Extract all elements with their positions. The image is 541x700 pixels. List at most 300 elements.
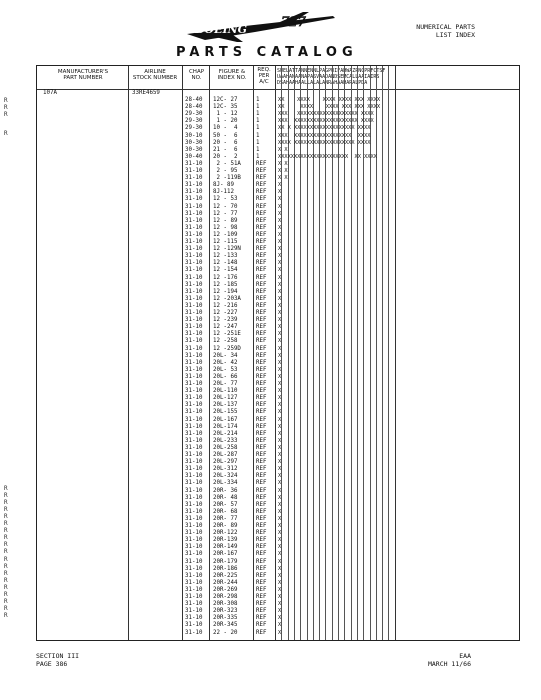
cell-x: X <box>278 459 282 466</box>
cell-x: X <box>278 480 282 487</box>
airline-col-divider <box>357 66 358 640</box>
cell-chap: 31-10 <box>185 416 203 423</box>
airline-col-divider <box>382 66 383 640</box>
cell-x: X <box>278 317 282 324</box>
cell-req: REF <box>256 381 267 387</box>
cell-chap: 31-10 <box>185 586 203 593</box>
cell-req: REF <box>256 629 267 636</box>
cell-req: REF <box>256 267 267 274</box>
cell-req: REF <box>256 608 267 615</box>
cell-fig: 20L-110 <box>213 388 238 395</box>
col-header-req: REQ. PER A/C <box>257 67 271 85</box>
cell-x: X <box>278 239 282 245</box>
cell-x: X <box>278 288 282 295</box>
airline-col-divider <box>319 66 320 640</box>
revision-mark: R <box>4 570 8 577</box>
cell-x: X <box>278 196 282 203</box>
cell-fig: 12 -194 <box>213 288 238 295</box>
revision-date: MARCH 11/66 <box>427 660 471 668</box>
cell-chap: 31-10 <box>185 253 203 260</box>
cell-fig: 20R-122 <box>213 530 238 537</box>
airline-col-divider <box>344 66 345 640</box>
col-divider <box>395 66 396 640</box>
cell-chap: 31-10 <box>185 579 203 586</box>
revision-mark: R <box>4 104 8 111</box>
cell-chap: 31-10 <box>185 288 203 295</box>
cell-fig: 8J-112 <box>213 189 234 196</box>
col-header-chap: CHAP NO. <box>188 69 205 81</box>
cell-chap: 31-10 <box>185 437 203 444</box>
cell-x: X <box>278 452 282 458</box>
cell-chap: 31-10 <box>185 537 203 544</box>
cell-chap: 31-10 <box>185 466 203 473</box>
cell-req: REF <box>256 551 267 558</box>
cell-chap: 31-10 <box>185 366 203 373</box>
cell-req: REF <box>256 317 267 324</box>
cell-fig: 20R- 68 <box>213 508 238 515</box>
cell-x: X <box>278 501 282 508</box>
cell-chap: 31-10 <box>185 430 203 437</box>
cell-fig: 12 -185 <box>213 281 238 288</box>
cell-req: REF <box>256 352 267 359</box>
cell-chap: 31-10 <box>185 239 203 245</box>
cell-x: XXX XXXXXXXXXXXXXXXXXX XXXX <box>278 132 371 139</box>
cell-fig: 20R- 89 <box>213 523 238 529</box>
cell-x: XXXX XXXXXXXXXXXXXXXXXXX XXXX <box>278 139 371 146</box>
revision-mark: R <box>4 605 8 612</box>
cell-req: REF <box>256 530 267 537</box>
cell-chap: 30-10 <box>185 132 203 139</box>
header-separator <box>37 89 519 90</box>
cell-chap: 31-10 <box>185 331 203 338</box>
cell-req: REF <box>256 480 267 487</box>
cell-fig: 20R-186 <box>213 565 238 572</box>
cell-fig: 8J- 89 <box>213 182 234 189</box>
cell-req: 1 <box>256 111 260 118</box>
cell-req: REF <box>256 239 267 245</box>
cell-x: X <box>278 224 282 231</box>
cell-x: X <box>278 444 282 451</box>
cell-chap: 28-40 <box>185 104 203 111</box>
cell-req: REF <box>256 459 267 466</box>
cell-x: X <box>278 586 282 593</box>
cell-fig: 12 -247 <box>213 324 238 331</box>
revision-mark: R <box>4 97 8 104</box>
airline-col-divider <box>294 66 295 640</box>
cell-req: 1 <box>256 104 260 111</box>
revision-mark: R <box>4 506 8 513</box>
cell-fig: 20 - 6 <box>213 139 238 146</box>
cell-x: X <box>278 565 282 572</box>
cell-chap: 31-10 <box>185 302 203 309</box>
cell-chap: 31-10 <box>185 274 203 281</box>
cell-chap: 31-10 <box>185 324 203 331</box>
cell-x: X <box>278 352 282 359</box>
cell-req: REF <box>256 210 267 217</box>
cell-req: REF <box>256 537 267 544</box>
airline-col-divider <box>388 66 389 640</box>
cell-fig: 20L-287 <box>213 452 238 458</box>
cell-x: XXX XXXXXXXXXXXXXXXXXXX XXXX <box>278 111 374 118</box>
cell-chap: 31-10 <box>185 352 203 359</box>
cell-fig: 12 -176 <box>213 274 238 281</box>
cell-req: REF <box>256 544 267 551</box>
cell-req: REF <box>256 281 267 288</box>
cell-fig: 2 - 51A <box>213 160 241 167</box>
cell-x: X <box>278 544 282 551</box>
cell-chap: 31-10 <box>185 281 203 288</box>
cell-x: X <box>278 601 282 608</box>
cell-fig: 20R- 36 <box>213 487 238 494</box>
cell-x: X <box>278 622 282 629</box>
cell-chap: 31-10 <box>185 594 203 600</box>
cell-req: REF <box>256 388 267 395</box>
cell-chap: 31-10 <box>185 310 203 316</box>
airline-col-divider <box>338 66 339 640</box>
cell-chap: 31-10 <box>185 494 203 501</box>
cell-x: X <box>278 473 282 480</box>
col-divider <box>253 66 254 640</box>
cell-fig: 12 -154 <box>213 267 238 274</box>
page-title: PARTS CATALOG <box>176 45 358 60</box>
cell-req: REF <box>256 196 267 203</box>
cell-req: REF <box>256 231 267 238</box>
cell-x: X <box>278 338 282 345</box>
cell-x: X <box>278 409 282 416</box>
cell-req: REF <box>256 253 267 260</box>
cell-chap: 31-10 <box>185 530 203 537</box>
cell-chap: 28-40 <box>185 97 203 103</box>
cell-x: X <box>278 423 282 430</box>
cell-req: REF <box>256 338 267 345</box>
cell-req: REF <box>256 373 267 380</box>
cell-chap: 31-10 <box>185 487 203 494</box>
revision-mark: R <box>4 499 8 506</box>
revision-mark: R <box>4 584 8 591</box>
col-divider <box>182 66 183 640</box>
cell-chap: 31-10 <box>185 515 203 522</box>
cell-req: REF <box>256 295 267 302</box>
cell-req: REF <box>256 579 267 586</box>
cell-fig: 12 -258 <box>213 338 238 345</box>
cell-chap: 31-10 <box>185 608 203 615</box>
cell-req: REF <box>256 444 267 451</box>
cell-x: X <box>278 274 282 281</box>
cell-fig: 20L-324 <box>213 473 238 480</box>
cell-x: X <box>278 366 282 373</box>
cell-x: X <box>278 231 282 238</box>
col-divider <box>275 66 276 640</box>
cell-req: REF <box>256 601 267 608</box>
cell-req: REF <box>256 416 267 423</box>
cell-chap: 31-10 <box>185 231 203 238</box>
cell-chap: 31-10 <box>185 210 203 217</box>
cell-chap: 31-10 <box>185 565 203 572</box>
cell-chap: 31-10 <box>185 423 203 430</box>
cell-x: X <box>278 217 282 224</box>
cell-fig: 20R-225 <box>213 572 238 579</box>
revision-mark: R <box>4 591 8 598</box>
cell-chap: 31-10 <box>185 551 203 558</box>
col-header-airline-codes: SUELATTANNENNLPAGPUIFAHWAZPNCPRFCTSF UAAHANAANAPASVAADANDSEMCALLAAIAIRS DSAHAAHAALLALALANRAHAAHARALPDA <box>277 68 386 86</box>
cell-x: X <box>278 302 282 309</box>
revision-mark: R <box>4 130 8 137</box>
cell-req: REF <box>256 359 267 366</box>
cell-req: REF <box>256 423 267 430</box>
cell-chap: 31-10 <box>185 295 203 302</box>
cell-x: X <box>278 189 282 196</box>
cell-x: X <box>278 395 282 402</box>
cell-x: X <box>278 267 282 274</box>
cell-chap: 31-10 <box>185 622 203 629</box>
cell-req: 1 <box>256 153 260 160</box>
cell-chap: 31-10 <box>185 189 203 196</box>
airline-col-divider <box>307 66 308 640</box>
airline-col-divider <box>332 66 333 640</box>
cell-req: REF <box>256 452 267 458</box>
cell-x: XXXXXXXXXXXXXXXXXXXXXX XX XXXX <box>278 153 377 160</box>
cell-x: XXX XXXXXXXXXXXXXXXXXXXX XXXX <box>278 118 374 125</box>
revision-mark: R <box>4 577 8 584</box>
cell-chap: 31-10 <box>185 480 203 487</box>
cell-fig: 20L- 53 <box>213 366 238 373</box>
cell-chap: 31-10 <box>185 501 203 508</box>
cell-chap: 31-10 <box>185 182 203 189</box>
cell-fig: 20L-297 <box>213 459 238 466</box>
cell-req: REF <box>256 288 267 295</box>
brand-text: BOEING <box>195 23 248 36</box>
cell-req: 1 <box>256 146 260 153</box>
cell-fig: 12 -227 <box>213 310 238 316</box>
cell-x: X <box>278 430 282 437</box>
cell-fig: 20 - 2 <box>213 153 238 160</box>
cell-x: X <box>278 260 282 267</box>
cell-x: X X <box>278 146 288 153</box>
cell-x: X <box>278 558 282 565</box>
cell-req: REF <box>256 586 267 593</box>
cell-chap: 31-10 <box>185 601 203 608</box>
cell-x: X <box>278 615 282 622</box>
cell-chap: 31-10 <box>185 196 203 203</box>
cell-req: REF <box>256 515 267 522</box>
cell-x: X <box>278 551 282 558</box>
cell-chap: 31-10 <box>185 452 203 458</box>
cell-fig: 20L-233 <box>213 437 238 444</box>
cell-x: X <box>278 182 282 189</box>
cell-x: X <box>278 530 282 537</box>
cell-fig: 20R-139 <box>213 537 238 544</box>
revision-mark: R <box>4 612 8 619</box>
cell-req: REF <box>256 402 267 409</box>
revision-mark: R <box>4 527 8 534</box>
parts-table <box>36 65 520 641</box>
cell-chap: 31-10 <box>185 395 203 402</box>
airline-col-divider <box>325 66 326 640</box>
cell-chap: 31-10 <box>185 338 203 345</box>
cell-chap: 31-10 <box>185 203 203 210</box>
cell-req: REF <box>256 260 267 267</box>
cell-fig: 1 - 12 <box>213 111 238 118</box>
revision-mark: R <box>4 492 8 499</box>
cell-x: X <box>278 295 282 302</box>
cell-x: X <box>278 373 282 380</box>
model-text: 727 <box>281 15 306 30</box>
cell-fig: 20R-335 <box>213 615 238 622</box>
cell-req: REF <box>256 246 267 253</box>
cell-req: REF <box>256 189 267 196</box>
cell-chap: 29-30 <box>185 111 203 118</box>
boeing-727-logo <box>185 10 335 44</box>
cell-req: REF <box>256 324 267 331</box>
cell-x: X <box>278 515 282 522</box>
cell-req: REF <box>256 366 267 373</box>
cell-chap: 31-10 <box>185 409 203 416</box>
cell-x: X <box>278 487 282 494</box>
cell-fig: 20L-334 <box>213 480 238 487</box>
cell-fig: 12 -129N <box>213 246 241 253</box>
cell-x: X <box>278 331 282 338</box>
cell-x: X X <box>278 168 288 174</box>
cell-x: X <box>278 523 282 529</box>
cell-x: X <box>278 253 282 260</box>
cell-chap: 31-10 <box>185 175 203 182</box>
cell-x: X X <box>278 175 288 182</box>
cell-x: XX X XXXXXXXXXXXXXXXXXXX XXXX <box>278 125 371 132</box>
cell-fig: 20L-312 <box>213 466 238 473</box>
cell-chap: 31-10 <box>185 459 203 466</box>
cell-chap: 31-10 <box>185 224 203 231</box>
revision-mark: R <box>4 513 8 520</box>
cell-req: REF <box>256 565 267 572</box>
cell-fig: 20R-308 <box>213 601 238 608</box>
cell-chap: 31-10 <box>185 544 203 551</box>
cell-x: X <box>278 345 282 352</box>
cell-x: X <box>278 381 282 387</box>
col-divider <box>128 66 129 640</box>
cell-fig: 10 - 4 <box>213 125 238 132</box>
revision-mark: R <box>4 548 8 555</box>
cell-fig: 20R-345 <box>213 622 238 629</box>
cell-fig: 12C- 27 <box>213 97 238 103</box>
cell-req: 1 <box>256 139 260 146</box>
cell-fig: 20R-269 <box>213 586 238 593</box>
cell-chap: 31-10 <box>185 345 203 352</box>
cell-fig: 20R-323 <box>213 608 238 615</box>
cell-fig: 20L-167 <box>213 416 238 423</box>
cell-x: X <box>278 246 282 253</box>
cell-chap: 31-10 <box>185 615 203 622</box>
cell-req: REF <box>256 437 267 444</box>
cell-fig: 20L- 42 <box>213 359 238 366</box>
cell-chap: 31-10 <box>185 558 203 565</box>
cell-req: REF <box>256 217 267 224</box>
cell-x: X <box>278 608 282 615</box>
cell-fig: 20R-149 <box>213 544 238 551</box>
cell-x: X <box>278 416 282 423</box>
cell-req: 1 <box>256 125 260 132</box>
cell-req: REF <box>256 430 267 437</box>
cell-fig: 20L-137 <box>213 402 238 409</box>
cell-fig: 20L-127 <box>213 395 238 402</box>
cell-req: REF <box>256 523 267 529</box>
cell-fig: 12 -216 <box>213 302 238 309</box>
cell-x: X <box>278 572 282 579</box>
cell-req: REF <box>256 395 267 402</box>
cell-req: REF <box>256 622 267 629</box>
cell-chap: 31-10 <box>185 473 203 480</box>
cell-req: REF <box>256 160 267 167</box>
cell-fig: 12 - 98 <box>213 224 238 231</box>
cell-fig: 12 -239 <box>213 317 238 324</box>
cell-req: 1 <box>256 118 260 125</box>
cell-x: X <box>278 466 282 473</box>
cell-x: XX XXXX XXXX XXXX XXX XXXX <box>278 97 381 103</box>
cell-req: REF <box>256 494 267 501</box>
cell-chap: 31-10 <box>185 444 203 451</box>
cell-chap: 31-10 <box>185 523 203 529</box>
cell-fig: 21 - 6 <box>213 146 238 153</box>
cell-x: X <box>278 402 282 409</box>
cell-chap: 31-10 <box>185 508 203 515</box>
cell-fig: 12 - 70 <box>213 203 238 210</box>
cell-fig: 12 - 77 <box>213 210 238 217</box>
cell-fig: 20L-155 <box>213 409 238 416</box>
airline-col-divider <box>313 66 314 640</box>
cell-fig: 20R- 77 <box>213 515 238 522</box>
part-number: 107A <box>43 90 57 96</box>
cell-chap: 31-10 <box>185 388 203 395</box>
revision-mark: R <box>4 111 8 118</box>
cell-fig: 20R-298 <box>213 594 238 600</box>
revision-mark: R <box>4 534 8 541</box>
cell-req: REF <box>256 572 267 579</box>
cell-req: REF <box>256 409 267 416</box>
cell-fig: 12 -133 <box>213 253 238 260</box>
cell-x: X <box>278 210 282 217</box>
cell-x: X <box>278 579 282 586</box>
cell-chap: 31-10 <box>185 267 203 274</box>
cell-fig: 20R- 57 <box>213 501 238 508</box>
cell-chap: 31-10 <box>185 168 203 174</box>
cell-fig: 12 -148 <box>213 260 238 267</box>
cell-chap: 30-30 <box>185 146 203 153</box>
cell-fig: 12C- 35 <box>213 104 238 111</box>
cell-req: 1 <box>256 97 260 103</box>
cell-chap: 31-10 <box>185 160 203 167</box>
airline-col-divider <box>300 66 301 640</box>
revision-mark: R <box>4 598 8 605</box>
cell-req: REF <box>256 175 267 182</box>
cell-req: REF <box>256 203 267 210</box>
cell-fig: 50 - 6 <box>213 132 238 139</box>
airline-col-divider <box>351 66 352 640</box>
cell-chap: 31-10 <box>185 217 203 224</box>
cell-chap: 31-10 <box>185 246 203 253</box>
cell-req: REF <box>256 345 267 352</box>
cell-x: X <box>278 629 282 636</box>
revision-mark: R <box>4 556 8 563</box>
cell-fig: 20R-179 <box>213 558 238 565</box>
cell-x: X <box>278 310 282 316</box>
airline-code: EAA <box>459 652 471 660</box>
cell-x: X <box>278 203 282 210</box>
cell-req: REF <box>256 508 267 515</box>
cell-fig: 12 - 89 <box>213 217 238 224</box>
cell-x: X X <box>278 160 288 167</box>
index-title-line1: NUMERICAL PARTS <box>416 23 475 31</box>
cell-fig: 20L- 66 <box>213 373 238 380</box>
cell-chap: 30-30 <box>185 139 203 146</box>
